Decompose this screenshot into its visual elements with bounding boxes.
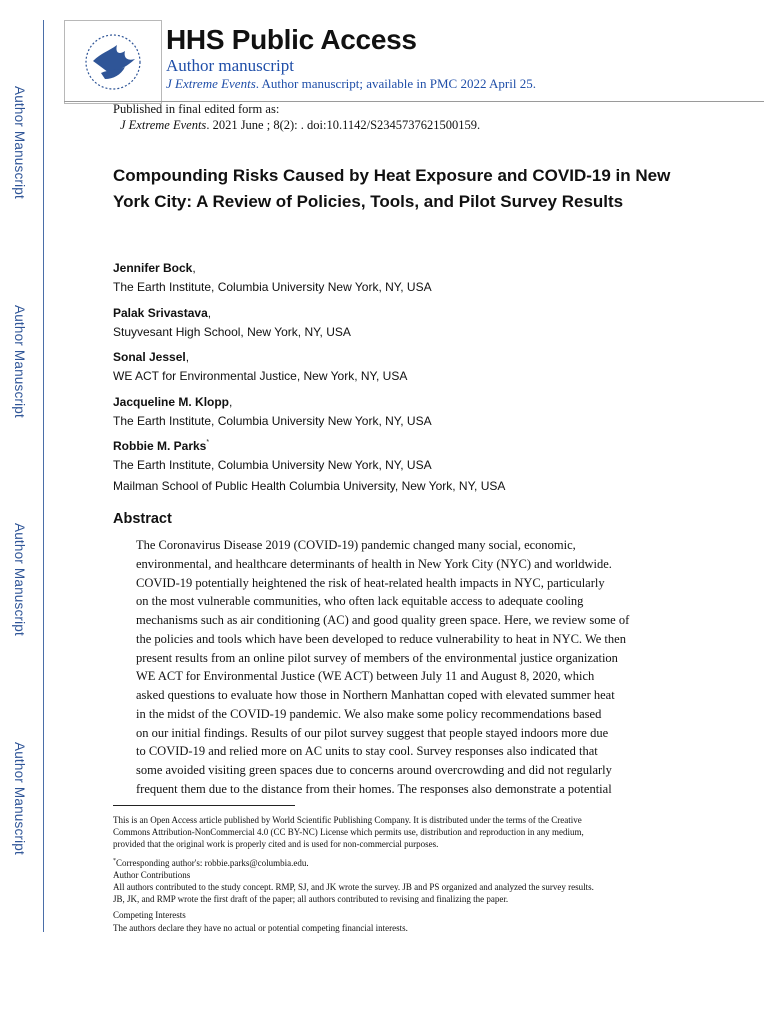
author-name: Jennifer Bock <box>113 261 193 275</box>
author-name: Sonal Jessel <box>113 350 186 364</box>
author-entry: Sonal Jessel, WE ACT for Environmental Justice, New York, NY, USA <box>113 344 713 389</box>
article-title: Compounding Risks Caused by Heat Exposure and COVID-19 in New York City: A Review of Policies, Tools, and Pilot Survey Results <box>113 166 671 211</box>
author-affiliation: The Earth Institute, Columbia University New York, NY, USA <box>113 280 432 294</box>
additional-affiliation: Mailman School of Public Health Columbia University, New York, NY, USA <box>113 479 506 493</box>
author-list <box>113 255 713 478</box>
author-affiliation: The Earth Institute, Columbia University New York, NY, USA <box>113 413 432 428</box>
hhs-eagle-icon <box>79 31 147 93</box>
author-entry: Jacqueline M. Klopp, The Earth Institute, Columbia University New York, NY, USA <box>113 389 713 434</box>
author-entry <box>113 433 713 478</box>
footnote-rule <box>113 805 295 806</box>
published-label: Published in final edited form as: <box>113 102 280 116</box>
author-affiliation: Stuyvesant High School, New York, NY, USA <box>113 324 351 339</box>
author-name: Robbie M. Parks <box>113 439 207 453</box>
author-affiliation: The Earth Institute, Columbia University New York, NY, USA <box>113 458 432 472</box>
license-note: This is an Open Access article published by World Scientific Publishing Company. It is distributed under the terms of the Creative <box>113 815 582 825</box>
author-manuscript-label: Author manuscript <box>166 56 294 75</box>
contributions-heading: Author Contributions <box>113 869 191 880</box>
competing-heading: Competing Interests <box>113 910 186 921</box>
author-name: Jacqueline M. Klopp <box>113 394 230 409</box>
citation: J Extreme Events. 2021 June ; 8(2): . doi:10.1142/S2345737621500159. <box>120 118 481 132</box>
author-entry: Palak Srivastava, Stuyvesant High School, New York, NY, USA <box>113 300 713 345</box>
author-affiliation: WE ACT for Environmental Justice, New York, NY, USA <box>113 369 408 383</box>
hhs-title: HHS Public Access <box>166 24 417 55</box>
availability-line: J Extreme Events. Author manuscript; available in PMC 2022 April 25. <box>166 76 536 91</box>
abstract-text: The Coronavirus Disease 2019 (COVID-19) pandemic changed many social, economic, environmental, and healthcare determinants of health in New York City (NYC) and worldwide. COVID-19 potentially heightened the risk of heat-related health impacts in NYC, particularly on the most vulnerable communities, who often lack equitable access to adequate cooling mechanisms such as air conditioning (AC) and good quality green space. Here, we review some of the policies and tools which have been developed to reduce vulnerability to heat in NYC. We then present results from an online pilot survey of members of the environmental justice organization WE ACT for Environmental Justice (WE ACT) between July 11 and August 8, 2020, which asked questions to evaluate how those in Northern Manhattan coped with elevated summer heat in the midst of the COVID-19 pandemic. We also make some policy recommendations based on our initial findings. Results of our pilot survey suggest that people stayed indoors more due to COVID-19 and relied more on AC units to stay cool. Survey responses also indicated that some avoided visiting green spaces due to concerns around overcrowding and did not regularly frequent them due to the distance from their homes. The responses also demonstrate a potential <box>136 538 630 796</box>
competing-text: The authors declare they have no actual or potential competing financial interests. <box>113 922 408 933</box>
hhs-logo <box>64 20 162 104</box>
author-entry: Jennifer Bock, The Earth Institute, Columbia University New York, NY, USA <box>113 255 713 300</box>
abstract-heading: Abstract <box>113 511 172 527</box>
side-rule <box>43 20 44 932</box>
corresponding-mark: * <box>206 439 210 446</box>
corresponding-author-note: *Corresponding author's: robbie.parks@columbia.edu. <box>113 857 309 868</box>
author-name: Palak Srivastava <box>113 305 208 320</box>
footnotes: This is an Open Access article published by World Scientific Publishing Company. It is distributed under the terms of the Creative Commons Attribution-NonCommercial 4.0 (CC BY-NC) License which permits use, distribution and reproduction in any medium, provided that the original work is properly cited and is used for non-commercial purposes. *Corresponding author's: robbie.parks@columbia.edu. Author Contributions All authors contributed to the study concept. RMP, SJ, and JK wrote the survey. JB and PS organized and analyzed the survey results. JB, JK, and RMP wrote the first draft of the paper; all authors contributed to revising and finalizing the paper. Competing Interests The authors declare they have no actual or potential competing financial interests. <box>113 814 673 934</box>
